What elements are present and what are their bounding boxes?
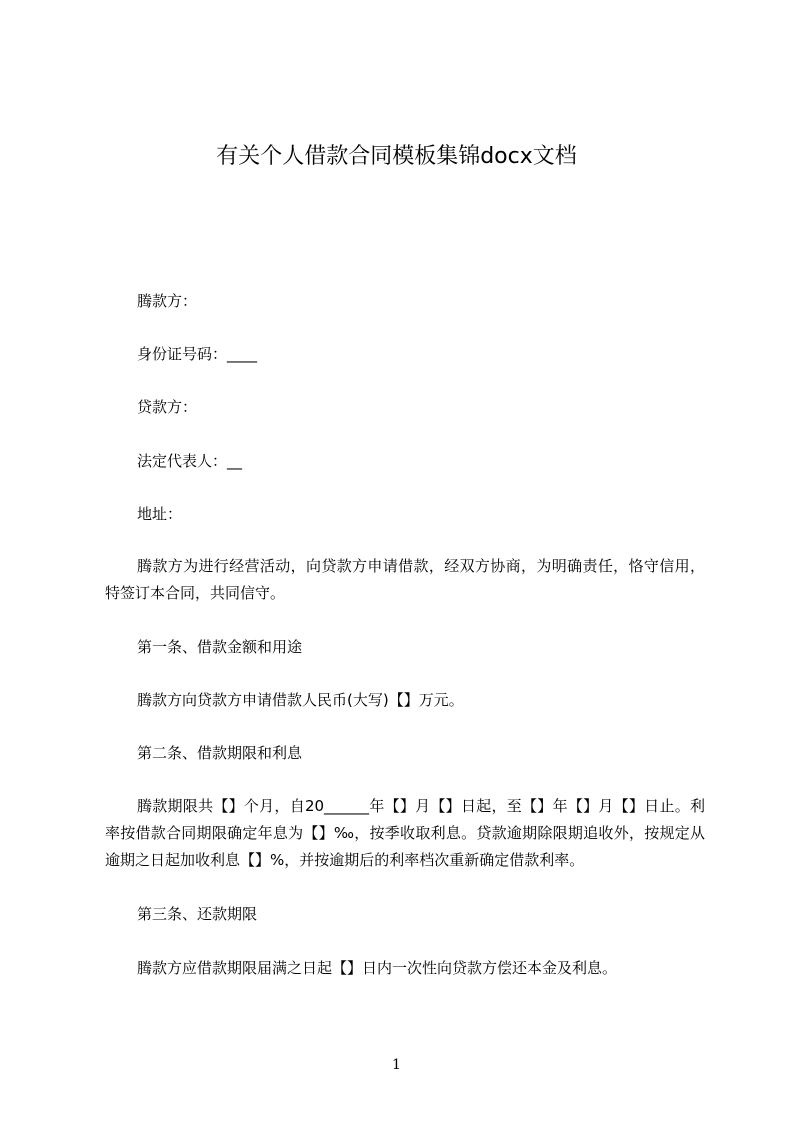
article1-text: 腾款方向贷款方申请借款人民币(大写)【】万元。: [137, 691, 464, 709]
id-number-label: 身份证号码：____: [137, 345, 258, 363]
article3-text: 腾款方应借款期限届满之日起【】日内一次性向贷款方偿还本金及利息。: [137, 959, 618, 977]
article2-heading: 第二条、借款期限和利息: [137, 744, 303, 762]
page-number: 1: [392, 1057, 401, 1073]
article1-heading: 第一条、借款金额和用途: [137, 638, 303, 656]
preamble-paragraph: 腾款方为进行经营活动，向贷款方申请借款，经双方协商，为明确责任，恪守信用，特签订本合同，共同信守。: [105, 557, 705, 602]
borrower-label: 腾款方：: [137, 292, 198, 310]
document-title: 有关个人借款合同模板集锦docx文档: [216, 144, 577, 169]
article3-heading: 第三条、还款期限: [137, 905, 258, 923]
article2-paragraph: 腾款期限共【】个月，自20______年【】月【】日起，至【】年【】月【】日止。利率按借款合同期限确定年息为【】‰，按季收取利息。贷款逾期除限期追收外，按规定从逾期之日起加收利息【】%，并按逾期后的利率档次重新确定借款利率。: [105, 797, 705, 869]
lender-label: 贷款方：: [137, 398, 198, 416]
legal-representative-label: 法定代表人：__: [137, 452, 243, 470]
address-label: 地址：: [137, 505, 183, 523]
